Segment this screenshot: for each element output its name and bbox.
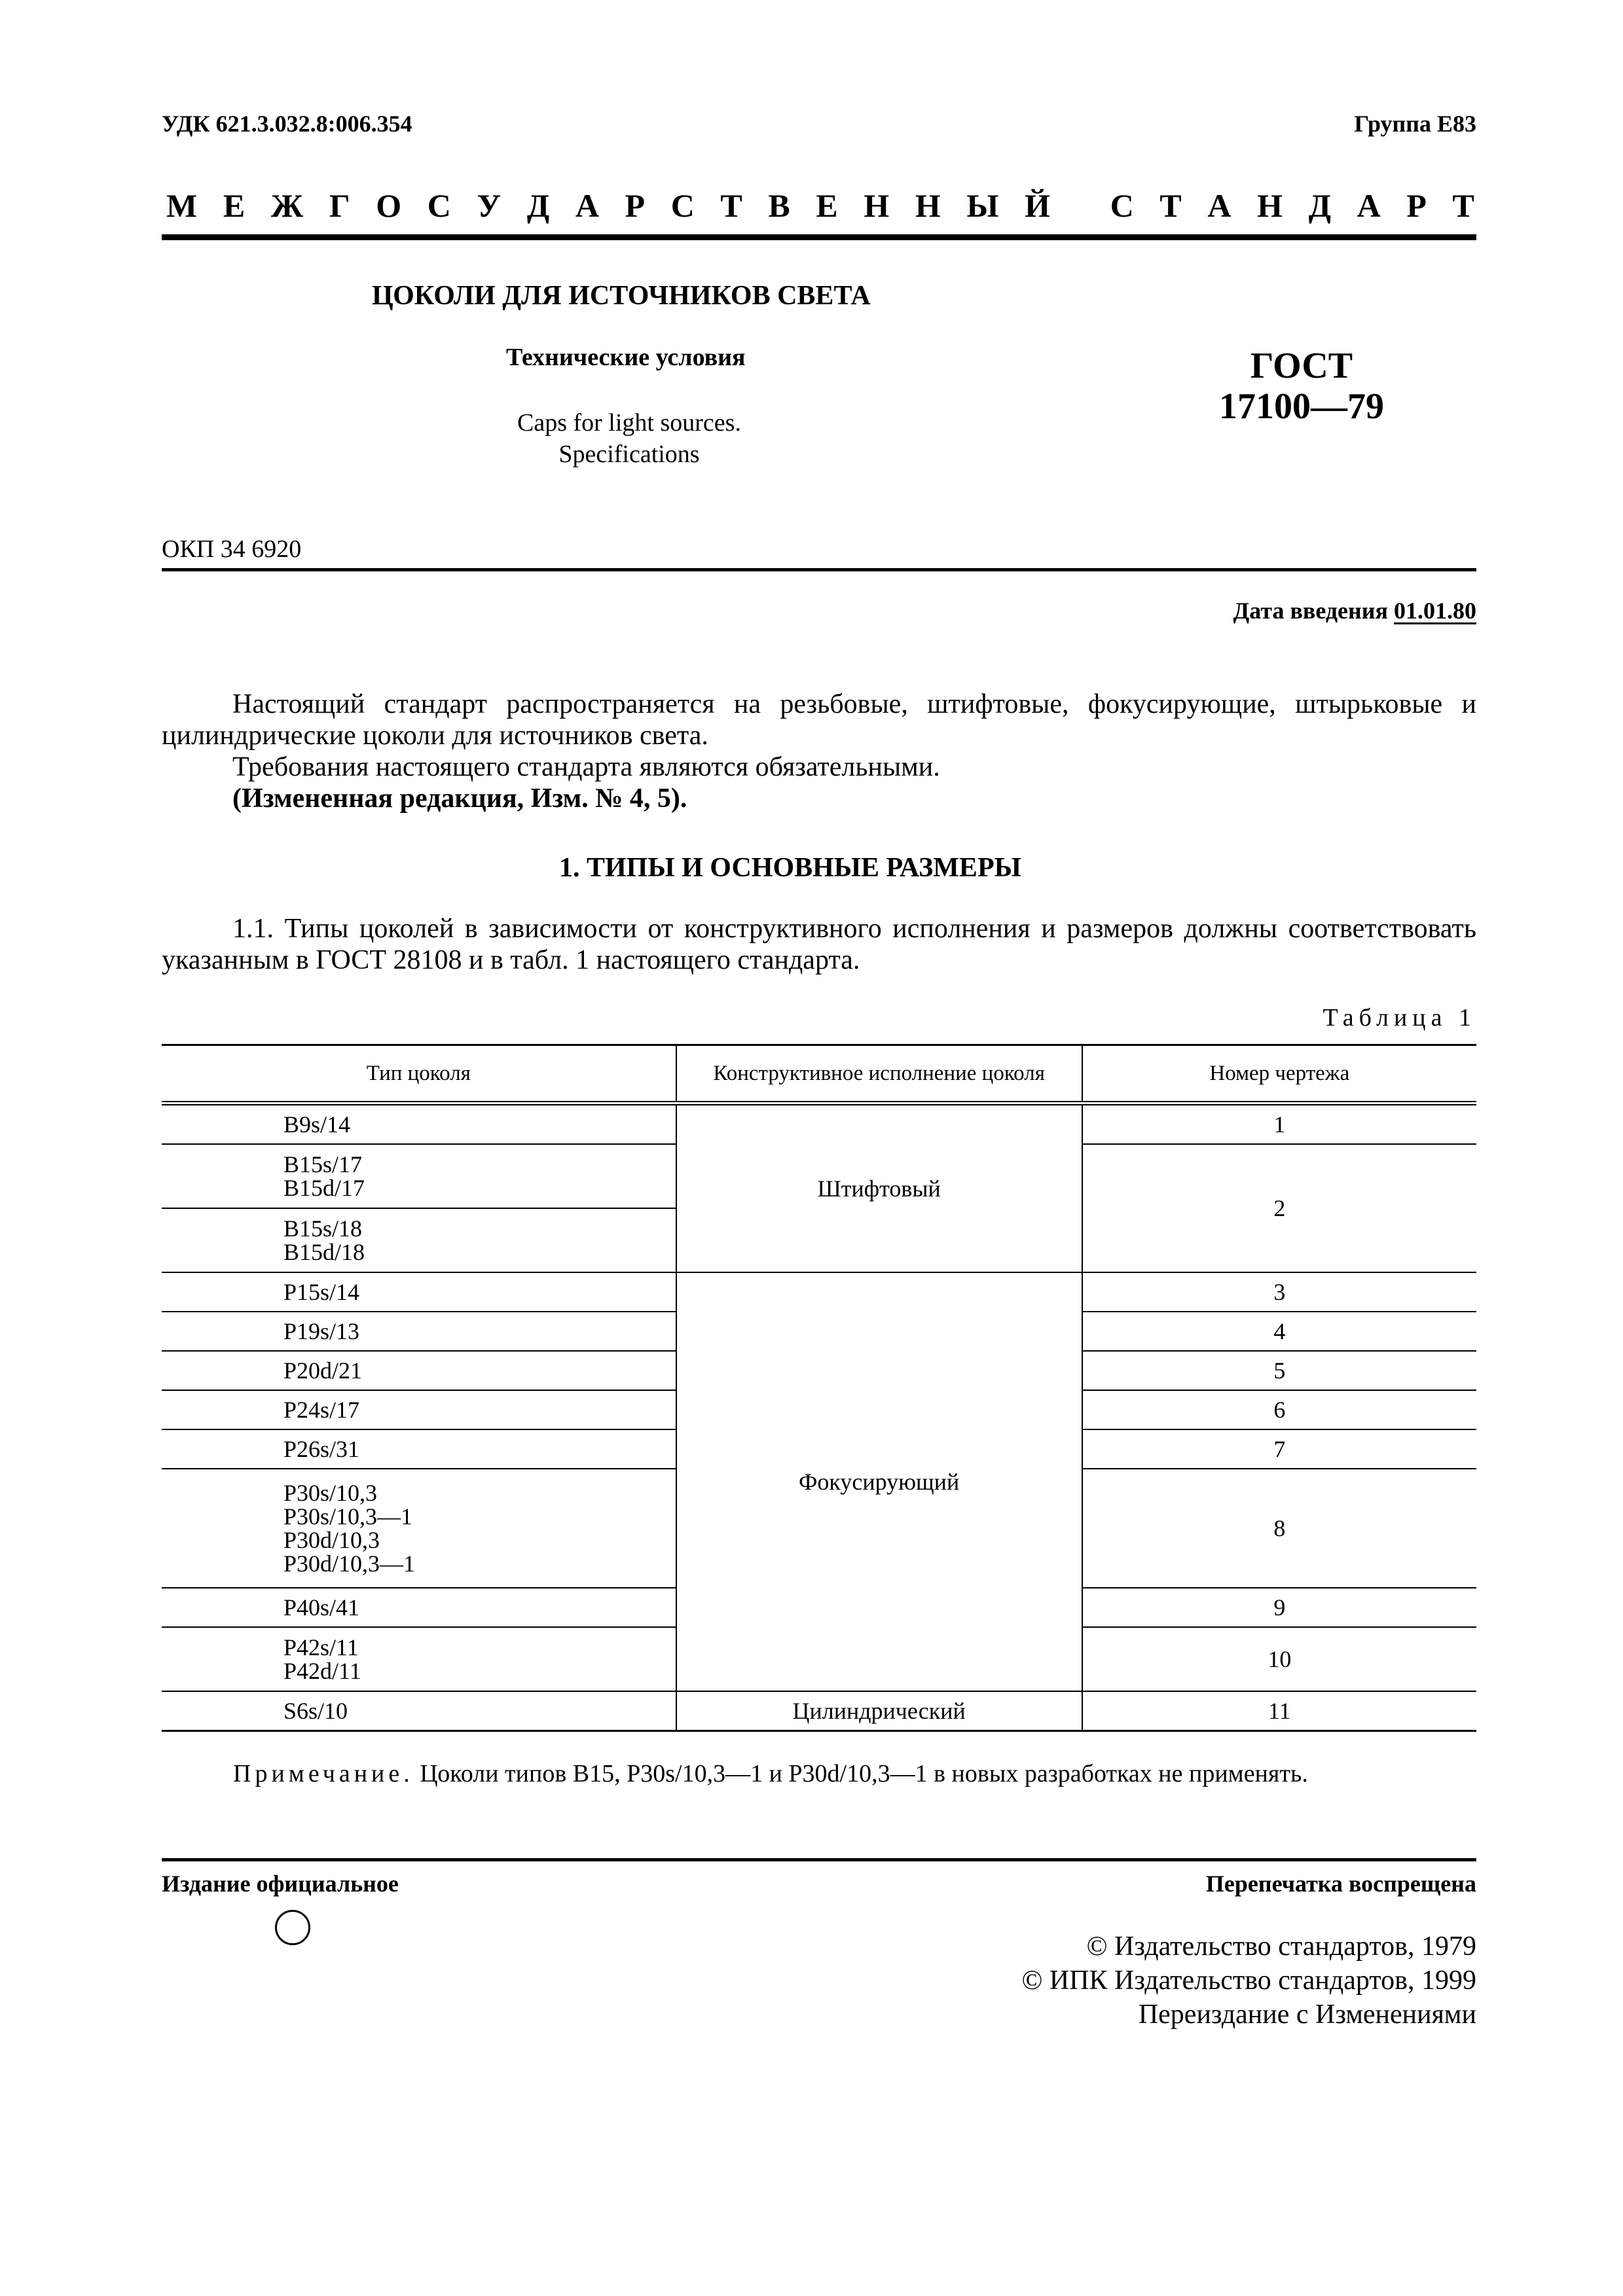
introduction-date-value: 01.01.80 <box>1394 598 1476 624</box>
drawing-cell: 2 <box>1082 1144 1476 1272</box>
reprint-prohibited: Перепечатка воспрещена <box>1205 1871 1476 1897</box>
gost-number <box>1219 346 1384 427</box>
header-rule <box>162 234 1476 240</box>
scope-paragraph: Настоящий стандарт распространяется на резьбовые, штифтовые, фокусирующие, штырьковые и цилиндрические цоколи для источников света. <box>162 689 1476 751</box>
okp-rule <box>162 568 1476 571</box>
banner-letter: Н <box>864 187 890 224</box>
okp-code: ОКП 34 6920 <box>162 535 302 563</box>
table-label: Таблица 1 <box>1322 1004 1476 1031</box>
copyright-block <box>1021 1929 1476 2032</box>
english-title-line1: Caps for light sources. <box>517 409 741 437</box>
table-header-row <box>162 1045 1476 1103</box>
banner-letter: О <box>376 187 402 224</box>
banner-letter: М <box>166 187 198 224</box>
mandatory-paragraph: Требования настоящего стандарта являются обязательными. <box>232 752 940 782</box>
caps-table <box>162 1044 1476 1732</box>
banner-letter: Т <box>1452 187 1474 224</box>
cap-type-cell: P15s/14 <box>162 1272 676 1312</box>
document-title: ЦОКОЛИ ДЛЯ ИСТОЧНИКОВ СВЕТА <box>372 281 871 311</box>
banner-letter: Р <box>1406 187 1427 224</box>
amendment-note: (Измененная редакция, Изм. № 4, 5). <box>232 783 687 814</box>
introduction-date-label: Дата введения <box>1233 598 1388 624</box>
banner-letter: Р <box>625 187 646 224</box>
table-row <box>162 1272 1476 1312</box>
banner-letter: С <box>427 187 451 224</box>
clause-1-1 <box>162 913 1476 976</box>
group-code: Группа Е83 <box>1354 111 1476 137</box>
banner-letter: Е <box>223 187 246 224</box>
drawing-cell: 10 <box>1082 1627 1476 1691</box>
drawing-cell: 8 <box>1082 1469 1476 1588</box>
official-edition: Издание официальное <box>162 1871 399 1897</box>
interstate-standard-banner <box>166 187 1474 224</box>
cap-type-cell: B15s/18 B15d/18 <box>162 1208 676 1272</box>
drawing-cell: 3 <box>1082 1272 1476 1312</box>
banner-letter: Т <box>720 187 742 224</box>
cap-type-cell: B9s/14 <box>162 1103 676 1145</box>
header-drawing-number: Номер чертежа <box>1082 1045 1476 1103</box>
banner-letter: А <box>1357 187 1381 224</box>
copyright-1979: © Издательство стандартов, 1979 <box>1086 1931 1476 1962</box>
banner-letter: Ы <box>966 187 999 224</box>
drawing-cell: 9 <box>1082 1588 1476 1627</box>
table-note-text: Цоколи типов B15, P30s/10,3—1 и P30d/10,3—1 в новых разработках не применять. <box>420 1760 1308 1787</box>
quality-circle-icon <box>275 1910 310 1945</box>
drawing-cell: 4 <box>1082 1312 1476 1351</box>
gost-code: 17100—79 <box>1219 386 1384 427</box>
design-cell-focusing: Фокусирующий <box>676 1272 1082 1691</box>
cap-type-cell: P26s/31 <box>162 1429 676 1469</box>
table-row <box>162 1103 1476 1145</box>
footer-rule <box>162 1858 1476 1861</box>
cap-type-cell: B15s/17 B15d/17 <box>162 1144 676 1208</box>
table-note-label: Примечание. <box>233 1760 414 1787</box>
intro-text <box>162 689 1476 814</box>
banner-letter: Т <box>1159 187 1182 224</box>
banner-letter: Д <box>526 187 550 224</box>
cap-type-cell: P19s/13 <box>162 1312 676 1351</box>
banner-letter: А <box>1207 187 1231 224</box>
banner-letter: А <box>575 187 599 224</box>
drawing-cell: 1 <box>1082 1103 1476 1145</box>
banner-letter: У <box>477 187 501 224</box>
drawing-cell: 11 <box>1082 1691 1476 1731</box>
design-cell-cylindrical: Цилиндрический <box>676 1691 1082 1731</box>
cap-type-cell: P20d/21 <box>162 1351 676 1390</box>
drawing-cell: 7 <box>1082 1429 1476 1469</box>
cap-type-cell: P40s/41 <box>162 1588 676 1627</box>
cap-type-cell: P24s/17 <box>162 1390 676 1429</box>
banner-letter: Н <box>1257 187 1283 224</box>
udk-code: УДК 621.3.032.8:006.354 <box>162 111 412 137</box>
copyright-1999: © ИПК Издательство стандартов, 1999 <box>1021 1965 1476 1996</box>
banner-letter: С <box>670 187 695 224</box>
reissue-note: Переиздание с Изменениями <box>1138 2000 1476 2030</box>
banner-letter: Н <box>915 187 941 224</box>
drawing-cell: 6 <box>1082 1390 1476 1429</box>
design-cell-pin: Штифтовый <box>676 1103 1082 1273</box>
table-row <box>162 1691 1476 1731</box>
drawing-cell: 5 <box>1082 1351 1476 1390</box>
gost-label: ГОСТ <box>1250 346 1353 386</box>
table-note <box>233 1759 1308 1788</box>
cap-type-cell: P42s/11 P42d/11 <box>162 1627 676 1691</box>
introduction-date <box>1233 597 1477 624</box>
banner-letter: Ж <box>270 187 304 224</box>
banner-letter: Д <box>1308 187 1332 224</box>
header-design: Конструктивное исполнение цоколя <box>676 1045 1082 1103</box>
english-title <box>517 407 741 470</box>
english-title-line2: Specifications <box>558 440 700 468</box>
banner-letter: С <box>1110 187 1134 224</box>
banner-letter: Е <box>816 187 838 224</box>
banner-letter <box>1076 187 1085 224</box>
clause-1-1-text: 1.1. Типы цоколей в зависимости от конструктивного исполнения и размеров должны соответствовать указанным в ГОСТ 28108 и в табл. 1 настоящего стандарта. <box>162 914 1476 975</box>
cap-type-cell: P30s/10,3 P30s/10,3—1 P30d/10,3 P30d/10,3—1 <box>162 1469 676 1588</box>
header-cap-type: Тип цоколя <box>162 1045 676 1103</box>
document-subtitle: Технические условия <box>506 344 746 371</box>
banner-letter: Г <box>329 187 350 224</box>
banner-letter: В <box>768 187 790 224</box>
banner-letter: Й <box>1025 187 1050 224</box>
section-title: 1. ТИПЫ И ОСНОВНЫЕ РАЗМЕРЫ <box>559 853 1021 883</box>
cap-type-cell: S6s/10 <box>162 1691 676 1731</box>
